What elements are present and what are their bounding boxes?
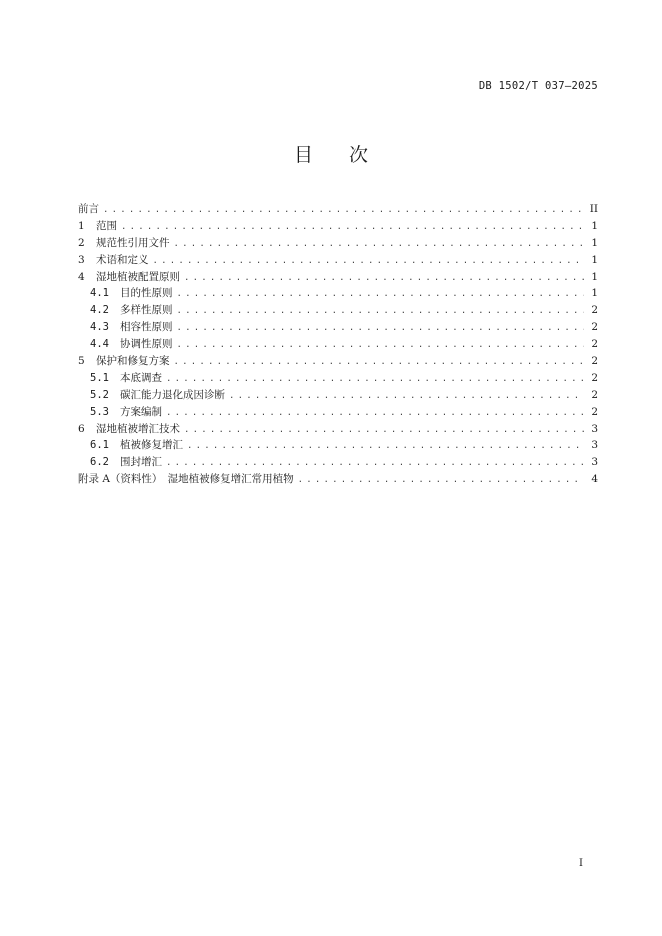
toc-entry-section-5[interactable] xyxy=(78,353,598,370)
toc-entry-6-2[interactable] xyxy=(78,454,598,471)
toc-entry-page: 2 xyxy=(591,338,598,351)
toc-entry-label: 碳汇能力退化成因诊断 xyxy=(120,388,225,401)
toc-entry-number: 6 xyxy=(78,422,85,435)
toc-entry-page: 1 xyxy=(591,253,598,266)
toc-entry-section-4[interactable] xyxy=(78,269,598,286)
toc-entry-terms[interactable] xyxy=(78,252,598,269)
toc-entry-label: 相容性原则 xyxy=(120,321,173,334)
toc-entry-scope[interactable] xyxy=(78,218,598,235)
toc-entry-page: 1 xyxy=(591,236,598,249)
toc-entry-page: 2 xyxy=(591,304,598,317)
toc-entry-4-2[interactable] xyxy=(78,302,598,319)
toc-entry-page: II xyxy=(589,203,598,215)
toc-entry-page: 2 xyxy=(591,321,598,334)
toc-leader-dots xyxy=(153,253,585,270)
toc-entry-page: 2 xyxy=(591,405,598,418)
toc-entry-number: 5 xyxy=(78,355,85,368)
toc-leader-dots xyxy=(166,371,584,388)
document-id: DB 1502/T 037—2025 xyxy=(478,80,598,92)
toc-leader-dots xyxy=(184,270,584,287)
toc-leader-dots xyxy=(166,405,584,422)
toc-entry-label: 规范性引用文件 xyxy=(96,236,170,249)
toc-leader-dots xyxy=(166,455,584,472)
toc-entry-label: 方案编制 xyxy=(120,405,162,418)
toc-entry-label: 保护和修复方案 xyxy=(96,355,170,368)
toc-entry-label: 附录 A（资料性） 湿地植被修复增汇常用植物 xyxy=(78,473,294,486)
toc-entry-5-1[interactable] xyxy=(78,370,598,387)
toc-entry-number: 3 xyxy=(78,253,85,266)
toc-entry-number: 6.1 xyxy=(90,439,109,452)
toc-entry-4-4[interactable] xyxy=(78,336,598,353)
toc-entry-label: 范围 xyxy=(96,219,117,232)
toc-leader-dots xyxy=(187,438,584,455)
toc-entry-number: 4.1 xyxy=(90,287,109,300)
toc-entry-label: 湿地植被增汇技术 xyxy=(96,422,180,435)
toc-entry-page: 1 xyxy=(591,287,598,300)
toc-leader-dots xyxy=(103,202,584,219)
toc-leader-dots xyxy=(174,236,585,253)
toc-entry-page: 4 xyxy=(591,473,598,486)
toc-entry-number: 4 xyxy=(78,270,85,283)
toc-entry-number: 5.2 xyxy=(90,388,109,401)
toc-leader-dots xyxy=(229,388,584,405)
toc-leader-dots xyxy=(177,337,585,354)
toc-entry-number: 1 xyxy=(78,219,85,232)
toc-entry-foreword[interactable] xyxy=(78,201,598,218)
toc-leader-dots xyxy=(177,320,585,337)
toc-entry-label: 本底调查 xyxy=(120,371,162,384)
toc-entry-number: 6.2 xyxy=(90,456,109,469)
toc-entry-label: 协调性原则 xyxy=(120,338,173,351)
toc-entry-4-3[interactable] xyxy=(78,319,598,336)
toc-entry-page: 3 xyxy=(591,422,598,435)
toc-entry-5-3[interactable] xyxy=(78,404,598,421)
toc-entry-page: 1 xyxy=(591,219,598,232)
toc-entry-label: 术语和定义 xyxy=(96,253,149,266)
toc-entry-page: 2 xyxy=(591,388,598,401)
toc-entry-label: 多样性原则 xyxy=(120,304,173,317)
toc-entry-5-2[interactable] xyxy=(78,387,598,404)
toc-leader-dots xyxy=(298,472,584,489)
toc-entry-label: 植被修复增汇 xyxy=(120,439,183,452)
toc-entry-label: 湿地植被配置原则 xyxy=(96,270,180,283)
toc-entry-label: 目的性原则 xyxy=(120,287,173,300)
toc-entry-section-6[interactable] xyxy=(78,421,598,438)
toc-leader-dots xyxy=(174,354,585,371)
page-title: 目次 xyxy=(293,144,404,166)
toc-entry-page: 2 xyxy=(591,371,598,384)
toc-leader-dots xyxy=(177,303,585,320)
toc-entry-normative-references[interactable] xyxy=(78,235,598,252)
toc-entry-page: 3 xyxy=(591,456,598,469)
toc-entry-label: 围封增汇 xyxy=(120,456,162,469)
toc-entry-appendix-a[interactable] xyxy=(78,471,598,488)
toc-entry-number: 5.1 xyxy=(90,371,109,384)
toc-entry-number: 4.2 xyxy=(90,304,109,317)
toc-entry-number: 2 xyxy=(78,236,85,249)
toc-entry-page: 3 xyxy=(591,439,598,452)
toc-entry-number: 4.3 xyxy=(90,321,109,334)
toc-entry-label: 前言 xyxy=(78,203,99,215)
page-number: I xyxy=(579,858,583,869)
toc-leader-dots xyxy=(121,219,584,236)
toc-entry-number: 5.3 xyxy=(90,405,109,418)
toc-entry-6-1[interactable] xyxy=(78,437,598,454)
toc-entry-4-1[interactable] xyxy=(78,285,598,302)
toc-leader-dots xyxy=(177,286,585,303)
toc-entry-page: 1 xyxy=(591,270,598,283)
table-of-contents xyxy=(78,201,598,488)
toc-leader-dots xyxy=(184,422,584,439)
toc-entry-number: 4.4 xyxy=(90,338,109,351)
toc-entry-page: 2 xyxy=(591,355,598,368)
